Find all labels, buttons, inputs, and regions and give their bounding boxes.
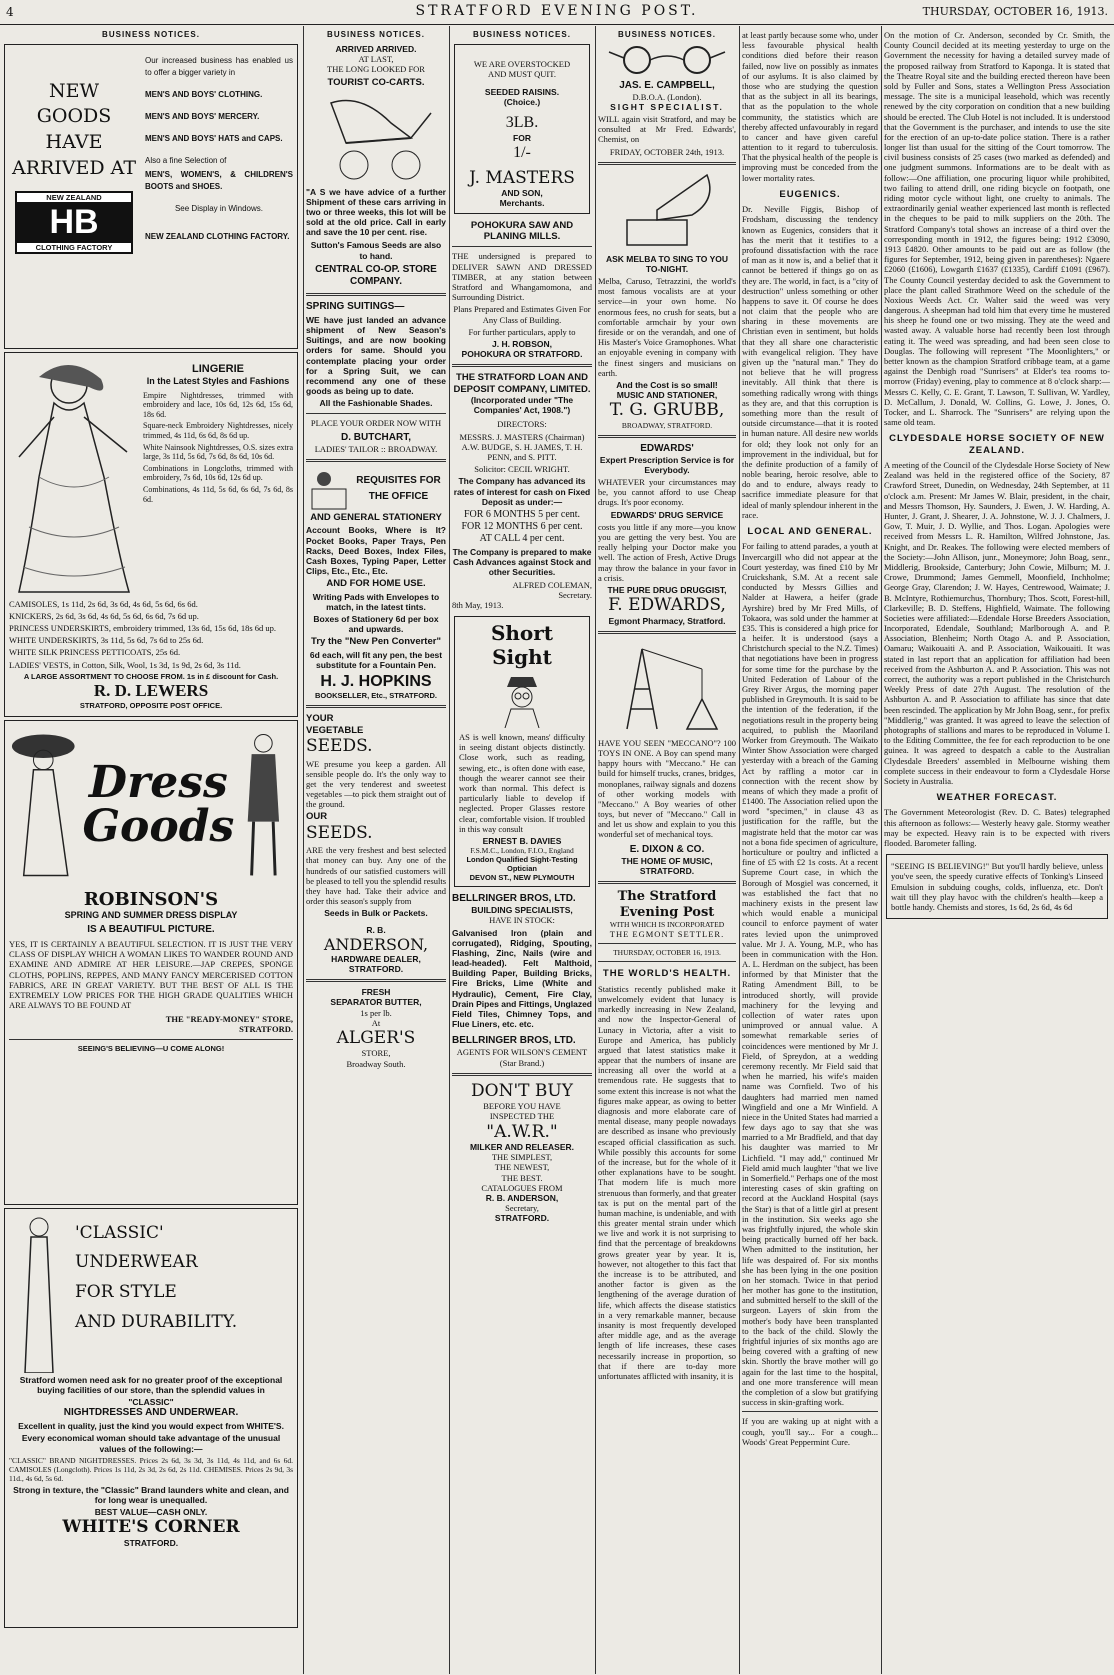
seeds-line: VEGETABLE [306, 724, 364, 736]
carts-line: THE LONG LOOKED FOR [327, 63, 425, 74]
loan-directors: DIRECTORS: [497, 419, 547, 430]
local-general-title: LOCAL AND GENERAL. [747, 526, 873, 538]
loan-date: 8th May, 1913. [452, 599, 504, 610]
meccano-body: HAVE YOU SEEN "MECCANO"? 100 TOYS IN ONE. A Boy can spend many happy hours with "Meccano." He can build for himself trucks, cranes, bridges, monoplanes, railway signals and dozens of other working models with "Meccano." A Boy wearies of other toys, but never of "Meccano." Call in and let us show and explain to you this wonderful set of mechanical toys. [598, 737, 736, 840]
health-continued: at least partly because some who, under less favourable physical health conditions died before their reason failed, now live on possibly as inmates of our asylums. It is also claimed by those who are studying the question that as the subject in all its bearings, that as the population to the whole community, the statistics which are thereby affected unfavourably in regard to cancer and have given careful attention to it regard to tuberculosis. That the physical health of the people is improving must be conceded from the lower mortality rates. [742, 30, 878, 183]
hb-logo-bottom: CLOTHING FACTORY [35, 242, 113, 252]
whites-top [9, 1213, 293, 1373]
whites-list: "CLASSIC" BRAND NIGHTDRESSES. Prices 2s 6d, 3s 3d, 3s 11d, 4s 11d, and 6s 6d. CAMISOLES (Longcloth). Prices 1s 11d, 2s 3d, 2s 6d, 2s 11d. CHEMISES. Prices 2s 9d, 3s 11d., 4s 6d, 5s 6d. [9, 1455, 293, 1483]
dixon-line: STRATFORD. [639, 865, 695, 876]
alger-line: STORE, [361, 1048, 391, 1059]
campbell-body: WILL again visit Stratford, and may be consulted at Mr Fred. Edwards', Chemist, on [598, 113, 736, 145]
hopkins-try: Try the "New Pen Converter" [311, 636, 441, 648]
hb-line: MEN'S AND BOYS' HATS and CAPS. [145, 133, 283, 143]
campbell-name: JAS. E. CAMPBELL, [619, 79, 715, 91]
bellringer-title-2: BELLRINGER BROS, LTD. [452, 1035, 576, 1047]
hopkins-home: AND FOR HOME USE. [326, 578, 426, 590]
gramophone-illustration [612, 170, 722, 250]
hb-headline: NEW GOODS HAVE ARRIVED AT [11, 79, 137, 179]
loan-rate: FOR 6 MONTHS 5 per cent. [463, 508, 581, 520]
bellringer-subtitle: BUILDING SPECIALISTS, [471, 905, 573, 916]
pram-illustration [316, 93, 436, 183]
whites-headline [69, 1213, 293, 1373]
dress-lady-illustration [9, 727, 82, 882]
section-head: BUSINESS NOTICES. [327, 30, 425, 39]
whites-best: BEST VALUE—CASH ONLY. [94, 1507, 208, 1518]
edwards-pure: THE PURE DRUG DRUGGIST, [607, 584, 727, 595]
robinson-footer: SEEING'S BELIEVING—U COME ALONG! [77, 1043, 225, 1053]
awr-line: Secretary, [505, 1203, 539, 1214]
masthead [0, 0, 1114, 25]
seeds-line: SEEDS. [306, 822, 373, 843]
dixon-name: E. DIXON & CO. [629, 843, 705, 855]
suitings-title: SPRING SUITINGS— [306, 300, 405, 312]
eugenics-body: Dr. Neville Figgis, Bishop of Frodsham, discussing the tendency known as Eugenics, considers that it has the merit that it testifies to a profound dissatisfaction with the race of man as it now is, and a belief that it cannot be bettered if things go on as they are. The world, in fact, is a "city of destruction" unless something or other happens to save it. Of course he does not claim that the people who are sharing in these movements are Christian even in sentiment, but holds that they all share one characteristic with evangelical religion. They have given up the "natural man." They do not believe that he will progress inevitably. All think that there is something radically wrong with things as they are, and that this corruption is something more than the result of outside circumstance—that it is rooted in human nature. All desire new worlds for old; they look not only for an improvement in the individual, but for the definite production of a family of noble bearing, heroic resolve, able to do and to endure, always ready to sacrifice immediate pleasure for that ideal of manly splendour inherent in the race. [742, 204, 878, 520]
edwards-subtitle: Expert Prescription Service is for Everybody. [599, 454, 735, 475]
bellringer-stock: HAVE IN STOCK: [489, 915, 555, 926]
masters-line: (Choice.) [503, 97, 541, 108]
awr-line: THE NEWEST, [494, 1162, 550, 1173]
coop-name: CENTRAL CO-OP. STORE COMPANY. [315, 263, 437, 287]
section-head: BUSINESS NOTICES. [102, 30, 200, 39]
alger-name: ALGER'S [336, 1028, 416, 1049]
weather-body: The Government Meteorologist (Rev. D. C. Bates) telegraphed this afternoon as follows:— Westerly heavy gale. Stormy weather may be expected. Heavy rain is to be expected with rivers flooded. Barometer falling. [884, 807, 1110, 849]
local-general-body: For failing to attend parades, a youth at Invercargill who did not appear at the Court yesterday, was fined £10 by Mr Cruickshank, S.M. At a recent sale conducted by Messrs Gillies and Nalder at Hawera, a heifer (grade Ayrshire) bred by Mr Fred Mills, of Tokaora, was sold under the hammer at £35. This is considered a high price for a heifer. It is understood (says a Christchurch special to the N.Z. Times) that negotiations have been in progress for some time for the purchase by the United Federation of Labour of the Grey River Argus, the morning paper published in Greymouth. It is said to be the intention of the federation, if the negotiations result in the property being acquired, to publish the Maoriland Worker from Greymouth. The Waikato Winter Show Association were charged yesterday with a breach of the Gaming Act by raffling a motor car in connection with the recent show by means of which they made a profit of £1400. The Association relied upon the word "specimen," in clause 43 as justification for the raffle, but the magistrate held that the motor car was not a bona fide specimen of agriculture, horticulture or poultry and inflicted a fine of £5 with £2 1s costs. At a recent Supreme Court case, in which the Borough of Mosgiel was concerned, it was established the fact that no machinery exists in the present law which would enable a municipal council to enforce payment of water rates levied upon the unimproved value. Mr J. A. Young, M.P., who has been in communication with the Hon. A. L. Herdman on the subject, has been informed by that Minister that the Rating Amendment Bill, to be introduced shortly, will provide machinery for the levying and collection of water rates upon unimproved or annual value. A somewhat remarkable series of coincidences were mentioned by Mr J. Field, of Spreydon, at a wedding ceremony recently. Mr Field said that when he married, his wife's maiden name was Cornfield. Two of his daughters had married men named Wingfield and one a Mr Winfield. A niece in the United States had married a few days ago to say that she was married to a Mr Bradfield, and that day his daughter was married to Mr Lichfield. "I may add," continued Mr Field amid much laughter "that we live in Somerfield." Perhaps one of the most interesting cases of skin grafting on record at the Auckland Hospital (says the Star) is that of a little girl at present in the institution. Six weeks ago she was frightfully injured, the whole skin being practically burned off her back. When admitted to the institution, her life was despaired of. For six months she has been lying in the one position on her stomach. Twice in that period her mother has gone to the institution, and submitted herself to the skill of the surgeon. Layers of skin from the mother's body have been transplanted to the back of the child. Slowly the frightful injuries of six months ago are being covered with a grafting of new skin. Shortly the brave mother will go again for the last time to the hospital, and one more transference will mean the completion of a slow but gratifying success in skin-grafting work. [742, 541, 878, 1408]
awr-headline: DON'T BUY [471, 1080, 573, 1101]
robinson-title: ROBINSON'S [83, 888, 219, 910]
column-rule [881, 26, 882, 1674]
column-3 [452, 28, 592, 1673]
lewers-item: Combinations, 4s 11d, 5s 6d, 6s 6d, 7s 6d, 8s 6d. [143, 484, 293, 504]
carts-seeds: Sutton's Famous Seeds are also to hand. [310, 240, 442, 261]
hopkins-boxes: Boxes of Stationery 6d per box and upwards. [313, 614, 439, 635]
hb-line: See Display in Windows. [174, 203, 264, 213]
local-general-continued: On the motion of Cr. Anderson, seconded by Cr. Smith, the County Council decided at its meeting yesterday to urge on the Government the necessity for having a detailed survey made of the proposed railway from Stratford to Kaponga. It is stated that the Theatre Royal site and the building erected thereon have been sold by Fuller and Sons, states a Wellington Press Association message. The site is a municipal leasehold, which was recently renewed by the city corporation on condition that a new building should be erected. The Club Hotel is not included. It is understood that the Government is the purchaser, and intends to use the site for the erection of an up-to-date police station. There is a rather longer list than usual for the sitting of the Court tomorrow. The civil business consists of 25 cases (two marked as defended) and one judgment summons. Informations are to be dealt with as follow:—One affiliation, one procuring liquor while prohibited, two failing to attend drill, one riding bicycle on footpath, one riding motor cycle without light, one cruelty to animals. The extraordinarily genial weather experienced last month is reflected in the cheques to be paid to milk suppliers on the 20th. The Stratford Company's total shows an increase of a third over the corresponding month in 1912, the figures being: 1912 £3090, 1913 £4820. Other amounts to be paid out are as follow (the figures for September, 1912, being given in parentheses): Ngaere £2060 (£1606), Lowgarth £1637 (£1335), Cardiff £1091 (£967). The County Council yesterday decided to ask the Government to place the plant called Strathmore Weed on the schedule of the Noxious Weeds Act. Cr. Walter said the weed was very dangerous. A sheepman had told him that every time he mustered his sheep he found one or two missing. They ate the weed and wasted away. A valuable horse had recently been lost through eating it. The weed was spreading, and had been seen close to Douglas. The following will represent "The Moonlighters," or better known as the champion Stratford cribbage team, at a game against the Denbigh road "Sunrisers" at Elder's tea rooms to-morrow (Friday) evening, play to commence at 8 o'clock sharp:—Messrs C. Kelly, C. E. Grant, T. Lawson, T. Sullivan, W. Yardley, D. McCallum, J. Donald, W. Collins, G. Lowe, J. Jones, O. Tocker, and L. Sharrock. The "Sunrisers" are relying upon the same old team. [884, 30, 1110, 428]
whites-line: FOR STYLE [75, 1282, 177, 1303]
suitings-shades: All the Fashionable Shades. [319, 398, 433, 409]
seeds-body-2: ARE the very freshest and best selected that money can buy. Any one of the hundreds of our satisfied customers will be pleased to tell you the splendid results they have had. Take their advice and order this season's supply from [306, 845, 446, 907]
loan-names: MESSRS. J. MASTERS (Chairman) A.W. BUDGE, S. H. JAMES, T. H. PENN, and S. PITT. [459, 431, 585, 463]
robson-name: J. H. ROBSON, [492, 338, 552, 349]
davies-body: AS is well known, means' difficulty in seeing distant objects distinctly. Close work, such as reading, sewing, etc., is often done with ease, though the wearer cannot see their work than normal. This defect is particularly liable to develop if neglected. Proper Glasses restore clear, comfortable vision. If troubled in this way consult [459, 732, 585, 834]
meccano-illustration [607, 639, 727, 734]
edwards-address: Egmont Pharmacy, Stratford. [608, 615, 726, 626]
masters-line: FOR [513, 132, 531, 143]
alger-line: FRESH [361, 987, 391, 998]
robinson-subtitle: SPRING AND SUMMER DRESS DISPLAY [64, 910, 238, 921]
alger-line: Broadway South. [346, 1058, 406, 1069]
weather-title: WEATHER FORECAST. [936, 792, 1058, 804]
masters-name: J. MASTERS [469, 167, 575, 188]
loan-secretary-role: Secretary. [558, 589, 592, 600]
column-5 [742, 28, 878, 1673]
tonking-ad [886, 854, 1108, 919]
alger-line: SEPARATOR BUTTER, [330, 997, 422, 1008]
robson-further: For further particulars, apply to [468, 326, 576, 337]
davies-qualified: London Qualified Sight-Testing Optician [466, 855, 578, 874]
whites-quality: Excellent in quality, just the kind you would expect from WHITE'S. [18, 1421, 284, 1432]
page-number: 4 [6, 5, 14, 19]
robinson-tagline: IS A BEAUTIFUL PICTURE. [87, 923, 215, 935]
lewers-item: LADIES' VESTS, in Cotton, Silk, Wool, 1s 3d, 1s 9d, 2s 6d, 3s 11d. [9, 659, 241, 670]
health-body: Statistics recently published make it unwelcomely evident that lunacy is markedly increasing in New Zealand, and now the Inspector-General of Lunacy in Victoria, after a visit to Europe and America, has publicly argued that latest statistics make it appear that the numbers of insane are increasing all over the world at a tremendous rate. He suggests that to some extent this increase is not what the figures make appear, as owing to better diagnosis and more elaborate care of mental disease, many people nowadays are described as insane who previously escaped official classification as such. While possibly this accounts for some of the increase, but for the whole of it other explanations have to be sought. That modern life is much more strenuous than formerly, and that greater tax is put on the mental part of the human machine, is undeniable, and with this greater mental strain under which we live and work it is not surprising to find that the percentage of breakdowns grows greater year by year. It is, however, not altogether to this fact that the increase is to be attributed, and another factor is given as the lengthening of the average duration of life, which affects the disease statistics in a very remarkable manner, because insanity is most frequently developed after middle age, and as the average length of life increases, these cases necessarily increase in proportion, so that if there are to-day more unfortunates afflicted with insanity, it is [598, 983, 736, 1381]
whites-name: WHITE'S CORNER [62, 1517, 240, 1538]
masters-line: Merchants. [499, 198, 545, 209]
carts-line: AT LAST, [358, 53, 394, 64]
robinson-town: STRATFORD. [239, 1024, 293, 1035]
issue-date: THURSDAY, OCTOBER 16, 1913. [922, 5, 1108, 18]
anderson-town: STRATFORD. [348, 964, 404, 975]
hb-line: Also a fine Selection of [145, 155, 227, 165]
robson-plans: Plans Prepared and Estimates Given For Any Class of Building. [453, 304, 591, 325]
lingerie-lady-illustration [9, 357, 139, 597]
hb-ad [4, 44, 298, 349]
lewers-item: Combinations in Longcloths, trimmed with embroidery, 7s 6d, 10s 6d, 12s 6d up. [143, 463, 293, 483]
whites-town: STRATFORD. [123, 1537, 179, 1548]
robinson-ad [4, 720, 298, 1205]
whites-line: UNDERWEAR [75, 1252, 198, 1273]
hb-logo-mark: HB [17, 202, 131, 243]
hopkins-try-body: 6d each, will fit any pen, the best substitute for a Fountain Pen. [309, 649, 443, 670]
paper-settler: THE EGMONT SETTLER. [609, 929, 725, 940]
bellringer-title: BELLRINGER BROS, LTD. [452, 893, 576, 905]
masters-ad [454, 44, 590, 214]
hopkins-list: Account Books, Where is It? Pocket Books, Paper Trays, Pen Racks, Deed Boxes, Index Files, Cash Boxes, Typing Paper, Letter Clips, Etc., Etc., Etc. [306, 525, 446, 577]
masters-line: AND MUST QUIT. [488, 68, 556, 79]
carts-line: ARRIVED ARRIVED. [335, 43, 417, 54]
hb-logo [15, 191, 133, 254]
anderson-name: ANDERSON, [323, 934, 429, 954]
whites-ad [4, 1208, 298, 1628]
lewers-top [9, 357, 293, 597]
robinson-body: YES, IT IS CERTAINLY A BEAUTIFUL SELECTION. IT IS JUST THE VERY CLASS OF DISPLAY WHICH A WOMAN LIKES TO WANDER ROUND AND EXAMINE AND ADMIRE AT HER LEISURE.—JAP CREPES, SPONGE CLOTHS, POPLINS, REPPES, AND MANY FANCY MERCERISED COTTON FABRICS, ARE IN GREAT VARIETY. BUT THE BEST OF ALL IS THE EXTREMELY LOW PRICES FOR THE HIGH GRADE QUALITIES WHICH ARE ALWAYS TO BE FOUND AT [9, 938, 293, 1011]
grubb-name: T. G. GRUBB, [609, 400, 725, 421]
awr-line: THE SIMPLEST, [491, 1152, 553, 1163]
whites-line: AND DURABILITY. [75, 1311, 238, 1332]
anderson-initials: R. B. [366, 924, 386, 935]
lewers-footer: A LARGE ASSORTMENT TO CHOOSE FROM. 1s in £ discount for Cash. [23, 671, 279, 681]
seeds-bulk: Seeds in Bulk or Packets. [324, 908, 428, 919]
lewers-item: PRINCESS UNDERSKIRTS, embroidery trimmed, 13s 6d, 15s 6d, 18s 6d up. [9, 622, 277, 633]
seeds-line: SEEDS. [306, 736, 373, 757]
loan-solicitor: Solicitor: CECIL WRIGHT. [474, 464, 570, 475]
masters-line: WE ARE OVERSTOCKED [473, 58, 571, 69]
peppermint-ad: If you are waking up at night with a cough, you'll say... For a cough... Woods' Great Peppermint Cure. [742, 1416, 878, 1447]
grubb-cost: And the Cost is so small! [616, 379, 718, 390]
loan-incorporated: (Incorporated under "The Companies' Act, 1908.") [470, 395, 574, 416]
alger-at: At [371, 1017, 381, 1028]
grubb-body: Melba, Caruso, Tetrazzini, the world's most famous vocalists are at your service—in your own home. No enormous fees, no crush for seats, but a comfortable armchair by your own fireside or on the verandah, and one of His Master's Voice Gramophones. What an enjoyable evening in company with the finest singers and musicians on earth. [598, 276, 736, 378]
edwards-title: EDWARDS' [640, 442, 694, 454]
lewers-title: LINGERIE [192, 362, 244, 375]
loan-rate: FOR 12 MONTHS 6 per cent. [461, 520, 583, 532]
lewers-name: R. D. LEWERS [93, 680, 209, 700]
dress-goods-lettering: Dress Goods [82, 756, 235, 852]
paper-nameplate: The Stratford Evening Post [617, 889, 717, 920]
lewers-item: White Nainsook Nightdresses, O.S. sizes extra large, 3s 11d, 5s 6d, 7s 6d, 8s 6d, 10s 6d. [143, 442, 293, 462]
column-rule [303, 26, 304, 1674]
campbell-credentials: D.B.O.A. (London). [632, 91, 702, 102]
hopkins-home-body: Writing Pads with Envelopes to match, in the latest tints. [312, 591, 440, 612]
lewers-subtitle: In the Latest Styles and Fashions [146, 375, 290, 386]
masters-line: 1/- [513, 143, 531, 161]
edwards-body: WHATEVER your circumstances may be, you cannot afford to use Cheap drugs. It's poor economy. [598, 477, 736, 508]
whites-strong: Strong in texture, the "Classic" Brand launders white and clean, and for long wear is unequalled. [13, 1484, 289, 1505]
hb-lines [145, 49, 293, 344]
loan-secretary: ALFRED COLEMAN, [512, 579, 592, 590]
robson-address: POHOKURA OR STRATFORD. [461, 349, 583, 360]
hb-line: MEN'S AND BOYS' CLOTHING. [145, 89, 263, 99]
whites-line: 'CLASSIC' [75, 1222, 164, 1243]
davies-credentials: F.S.M.C., London, F.I.O., England [470, 846, 574, 856]
masters-line: SEEDED RAISINS. [484, 86, 560, 97]
awr-line: R. B. ANDERSON, [485, 1192, 559, 1203]
seeds-line: OUR [306, 811, 328, 823]
awr-line: STRATFORD. [494, 1213, 550, 1224]
edwards-service: EDWARDS' DRUG SERVICE [610, 509, 724, 520]
grubb-address: BROADWAY, STRATFORD. [621, 420, 713, 430]
corset-lady-illustration [9, 1213, 69, 1373]
davies-address: DEVON ST., NEW PLYMOUTH [469, 873, 575, 883]
hb-line: MEN'S AND BOYS' MERCERY. [145, 111, 260, 121]
clydesdale-body: A meeting of the Council of the Clydesdale Horse Society of New Zealand was held in the registered office of the Society, 87 Crawford Street, Dunedin, on Wednesday, 24th September, at 11 o'clock a.m. Present: Mr James W. Blair, president, in the chair, and Messrs Thomson, Hy. Saunders, J. Ewen, J. W. Harding, A. Hunter, J. Grant, J. Shearer, J. A. Johnstone, W. J. J. Chalmers, J. Gow, T. Muir, J. D. Wyllie, and Thos. Logan. Apologies were received from Messrs L. R. Hamilton, Wilfred Johnstone, Jas. Knight, and Dr. Reakes. The following were elected members of the Society:—John Allison, junr., Moneymore; John Boag, senr., Middlerig, Brookside, Canterbury; John Cowie, Milburn; M. J. Crowe, Drummond; James Gemmell, Moonfield, Inchholme; George Gray, Clarendon; J. W. Hayes, Centrewood, Waimate; J. B. McIntyre, Rothiemurchus, Thornbury; Thos. Scott, Forest-hill, Clarkeville; B. D. Steffens, Highfield, Waimate. The following Societies were affiliated:—Edendale Horse Breeders Association, Incorporated, Edendale, Southland; Marlborough A. and P. Association, Blenheim; North Otago A. and P. Association, Oamaru; Waikouaiti A. and P. Association, Waikouaiti. It was stated in last report that an application for affiliation had been received from the Ashburton A. and P. Association. This was not correct, the authority was a report published in the Christchurch Weekly Press of date 27th August. The resolution of the Ashburton A. and P. Association to affiliate has since that date been rescinded. The application by Mr John Boag, senr., for prefix "Middlerig," was granted. It was agreed to leave the selection of photographs of stallions and mares to be reproduced in Volume I. to the Editing Committee, the fee for each reproduction to be one guinea. It was agreed to despatch a cable to the Australian Clydesdale Breeders' assembled in Melbourne wishing them complete success in their endeavour to form a Clydesdale Horse Society in Australia. [884, 460, 1110, 786]
carts-title: TOURIST CO-CARTS. [327, 77, 425, 89]
robson-body: THE undersigned is prepared to DELIVER SAWN AND DRESSED TIMBER, at any station between Stratford and Whangamomona, and Surrounding District. [452, 251, 592, 303]
hb-line: MEN'S, WOMEN'S, & CHILDREN'S BOOTS and SHOES. [145, 169, 293, 191]
lewers-item: WHITE SILK PRINCESS PETTICOATS, 25s 6d. [9, 647, 181, 658]
hb-left [9, 49, 139, 344]
hb-logo-top: NEW ZEALAND [46, 193, 102, 203]
spectacles-illustration [607, 44, 727, 76]
clydesdale-title: CLYDESDALE HORSE SOCIETY OF NEW ZEALAND. [889, 433, 1105, 456]
health-title: THE WORLD'S HEALTH. [602, 968, 732, 980]
tonking-body: "SEEING IS BELIEVING!" But you'll hardly believe, unless you've seen, the speedy curative effects of Tonking's Linseed Emulsion in subduing coughs, colds, influenza, etc. Don't wait till they play havoc with the children's health—keep a bottle handy. Chemists and stores, 1s 6d, 2s 6d, 4s 6d [891, 861, 1103, 912]
bellringer-brand: (Star Brand.) [499, 1057, 545, 1068]
section-head: BUSINESS NOTICES. [473, 30, 571, 39]
bellringer-agents: AGENTS FOR WILSON'S CEMENT [456, 1047, 588, 1058]
awr-line: INSPECTED THE [489, 1111, 555, 1122]
lewers-item: CAMISOLES, 1s 11d, 2s 6d, 3s 6d, 4s 6d, 5s 6d, 6s 6d. [9, 598, 198, 609]
column-rule [739, 26, 740, 1674]
loan-para: The Company is prepared to make Cash Advances against Stock and other Securities. [452, 546, 592, 578]
carts-body: "A S we have advice of a further Shipment of these cars arriving in two or three weeks, this lot will be sold at the old price. Call in early and save the 10 per cent. rise. [306, 186, 446, 238]
masters-line: 3LB. [505, 114, 539, 132]
whites-classic: "CLASSIC" [128, 1396, 174, 1407]
hopkins-address: BOOKSELLER, Etc., STRATFORD. [315, 691, 437, 701]
awr-line: BEFORE YOU HAVE [483, 1101, 561, 1112]
clerk-illustration [306, 467, 351, 512]
paper-date: THURSDAY, OCTOBER 16, 1913. [613, 948, 721, 958]
column-2 [306, 28, 446, 1673]
hopkins-head [306, 467, 446, 512]
column-rule [595, 26, 596, 1674]
awr-line: CATALOGUES FROM [481, 1182, 563, 1193]
hb-line: NEW ZEALAND CLOTHING FACTORY. [145, 231, 290, 241]
paper-incorporated: WITH WHICH IS INCORPORATED [609, 920, 725, 930]
dixon-line: THE HOME OF MUSIC, [621, 855, 713, 866]
butchart-name: D. BUTCHART, [341, 431, 411, 443]
awr-name: "A.W.R." [486, 1121, 558, 1142]
anderson-role: HARDWARE DEALER, [331, 953, 421, 964]
seeds-line: YOUR [306, 713, 334, 725]
column-4 [598, 28, 736, 1673]
grubb-music: MUSIC AND STATIONER, [616, 390, 718, 401]
robson-title: POHOKURA SAW AND PLANING MILLS. [470, 219, 574, 243]
lewers-copy [143, 357, 293, 597]
awr-line: MILKER AND RELEASER. [469, 1141, 575, 1152]
lewers-ad [4, 352, 298, 717]
hb-line: Our increased business has enabled us to offer a bigger variety in [145, 55, 293, 77]
lewers-item: Empire Nightdresses, trimmed with embroidery and lace, 10s 6d, 12s 6d, 15s 6d, 18s 6d. [143, 390, 293, 419]
robinson-art [9, 725, 293, 885]
hopkins-subtitle: AND GENERAL STATIONERY [310, 511, 442, 523]
man-with-glasses-illustration [497, 673, 547, 728]
loan-title: THE STRATFORD LOAN AND DEPOSIT COMPANY, LIMITED. [453, 372, 591, 395]
column-rule [449, 26, 450, 1674]
hopkins-title: REQUISITES FOR THE OFFICE [356, 475, 441, 503]
loan-advance: The Company has advanced its rates of interest for cash on Fixed Deposit as under:— [453, 476, 591, 507]
davies-name: ERNEST B. DAVIES [482, 835, 562, 846]
lewers-item: WHITE UNDERSKIRTS, 3s 11d, 5s 6d, 7s 6d to 25s 6d. [9, 635, 204, 646]
masters-line: AND SON, [501, 188, 543, 199]
hopkins-name: H. J. HOPKINS [320, 673, 432, 691]
shop-man-illustration [234, 727, 293, 882]
suitings-body: WE have just landed an advance shipment of New Season's Suitings, and are now booking orders for same. Should you contemplate placing your order for a Spring Suit, we can recommend any one of these goods as being up to date. [306, 314, 446, 397]
campbell-role: SIGHT SPECIALIST. [610, 101, 724, 112]
whites-values: Every economical woman should take advantage of the unusual values of the following:— [21, 1433, 281, 1454]
loan-rate: AT CALL 4 per cent. [479, 532, 565, 544]
eugenics-title: EUGENICS. [779, 188, 841, 200]
paper-title: STRATFORD EVENING POST. [415, 3, 699, 19]
lewers-item: KNICKERS, 2s 6d, 3s 6d, 4s 6d, 5s 6d, 6s 6d, 7s 6d up. [9, 610, 199, 621]
seeds-body: WE presume you keep a garden. All sensible people do. It's the only way to get the very tenderest and sweetest vegetables —to pick them straight out of the ground. [306, 758, 446, 810]
butchart-order: PLACE YOUR ORDER NOW WITH [310, 417, 442, 428]
edwards-name: F. EDWARDS, [608, 595, 726, 616]
davies-ad [454, 616, 590, 887]
edwards-body-2: costs you little if any more—you know you are getting the very best. You are really helping your Doctor make you well. The action of Fresh, Active Drugs may throw the balance in your favor in a crisis. [598, 521, 736, 583]
whites-category: NIGHTDRESSES AND UNDERWEAR. [63, 1407, 239, 1419]
butchart-address: LADIES' TAILOR :: BROADWAY. [314, 443, 438, 454]
robinson-store: THE "READY-MONEY" STORE, [165, 1014, 293, 1025]
whites-intro: Stratford women need ask for no greater proof of the exceptional buying facilities of our store, than the splendid values in [19, 1374, 283, 1395]
column-1 [2, 28, 300, 1673]
alger-line: 1s per lb. [360, 1007, 392, 1018]
awr-line: THE BEST. [501, 1172, 543, 1183]
davies-title: Short Sight [490, 621, 554, 670]
bellringer-list: Galvanised Iron (plain and corrugated), Ridging, Spouting, Flashing, Zinc, Nails (wire and lead-headed). Felt Malthoid, Building Paper, Building Bricks, Fire Bricks, Lime (White and Hydraulic), Cement, Fire Clay, Drain Pipes and Fittings, Unglazed Field Tiles, Chimney Tops, and Flue Liners, etc. etc. [452, 927, 592, 1030]
column-6 [884, 28, 1110, 1673]
campbell-date: FRIDAY, OCTOBER 24th, 1913. [609, 146, 725, 157]
lewers-item: Square-neck Embroidery Nightdresses, nicely trimmed, 4s 11d, 6s 6d, 8s 6d up. [143, 421, 293, 440]
section-head: BUSINESS NOTICES. [618, 30, 716, 39]
grubb-headline: ASK MELBA TO SING TO YOU TO-NIGHT. [605, 253, 728, 274]
lewers-address: STRATFORD, OPPOSITE POST OFFICE. [79, 701, 223, 711]
